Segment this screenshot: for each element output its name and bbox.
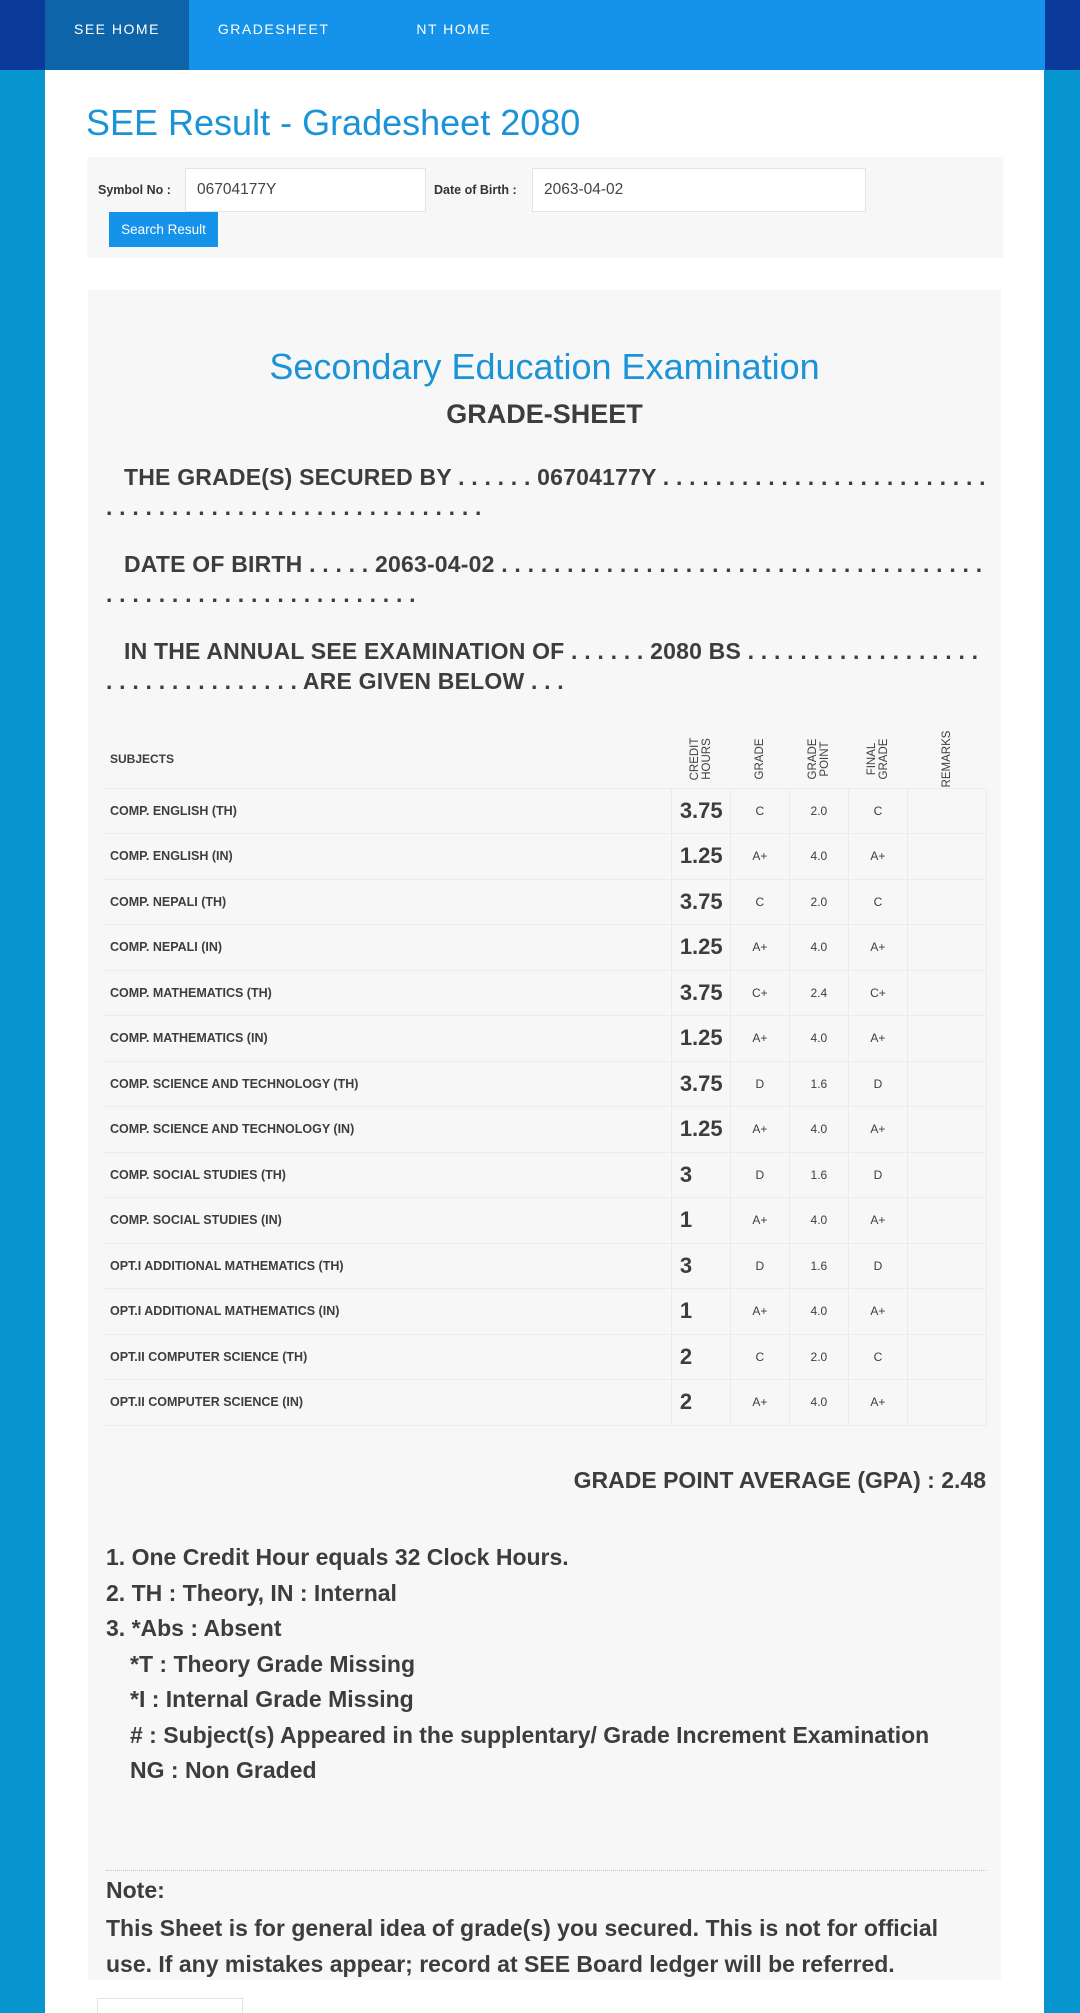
grade-cell: A+ <box>730 834 789 880</box>
remarks-cell <box>907 1152 986 1198</box>
remarks-cell <box>907 1243 986 1289</box>
subject-cell: OPT.I ADDITIONAL MATHEMATICS (TH) <box>102 1243 671 1289</box>
grade-cell: A+ <box>730 1016 789 1062</box>
note-sub-item: *I : Internal Grade Missing <box>130 1686 414 1712</box>
grade-cell: A+ <box>730 1198 789 1244</box>
table-row <box>102 1107 987 1153</box>
final-grade-cell: D <box>848 1061 907 1107</box>
credit-hours-cell: 1 <box>671 1289 730 1335</box>
grade-cell: A+ <box>730 1289 789 1335</box>
credit-hours-cell: 1.25 <box>671 834 730 880</box>
table-row <box>102 788 987 834</box>
note-heading: Note: <box>106 1877 165 1903</box>
page-title: SEE Result - Gradesheet 2080 <box>86 102 581 143</box>
grade-cell: D <box>730 1152 789 1198</box>
grade-point-cell: 2.0 <box>789 879 848 925</box>
note-sub-item: NG : Non Graded <box>130 1757 317 1783</box>
exam-title: Secondary Education Examination <box>269 346 820 387</box>
final-grade-cell: A+ <box>848 834 907 880</box>
note-sub-item: *T : Theory Grade Missing <box>130 1650 415 1677</box>
grade-point-cell: 2.0 <box>789 1334 848 1380</box>
header-credit-hours <box>671 730 730 788</box>
remarks-cell <box>907 1289 986 1335</box>
abbreviation-notes <box>106 1540 986 1789</box>
subject-cell: COMP. MATHEMATICS (TH) <box>102 970 671 1016</box>
footer-stub <box>97 1998 243 2013</box>
subject-cell: COMP. SCIENCE AND TECHNOLOGY (TH) <box>102 1061 671 1107</box>
subject-cell: COMP. SOCIAL STUDIES (IN) <box>102 1198 671 1244</box>
grade-cell: A+ <box>730 1380 789 1426</box>
annual-exam-line: IN THE ANNUAL SEE EXAMINATION OF . . . . . . 2080 BS . . . . . . . . . . . . . . . . . . . . . . . . . . . . . . . . . ARE GIVEN BELOW . . . <box>106 638 979 694</box>
grade-cell: A+ <box>730 925 789 971</box>
grade-point-cell: 4.0 <box>789 1016 848 1062</box>
grade-cell: D <box>730 1243 789 1289</box>
table-row <box>102 1380 987 1426</box>
table-row <box>102 879 987 925</box>
note-sub-item: # : Subject(s) Appeared in the supplentary/ Grade Increment Examination <box>130 1721 930 1748</box>
credit-hours-cell: 3.75 <box>671 1061 730 1107</box>
note-item: 1. One Credit Hour equals 32 Clock Hours. <box>106 1544 569 1570</box>
remarks-cell <box>907 1380 986 1426</box>
header-final-grade <box>848 730 907 788</box>
grade-cell: C <box>730 879 789 925</box>
secured-by-line: THE GRADE(S) SECURED BY . . . . . . 06704177Y . . . . . . . . . . . . . . . . . . . . . . . . . . . . . . . . . . . . . . . . . . . . . . . . . . . . . . <box>106 464 986 520</box>
grade-point-cell: 4.0 <box>789 925 848 971</box>
table-row <box>102 1152 987 1198</box>
search-panel <box>87 157 1003 258</box>
final-grade-cell: C+ <box>848 970 907 1016</box>
credit-hours-cell: 2 <box>671 1380 730 1426</box>
notes-divider <box>106 1870 986 1871</box>
table-row <box>102 970 987 1016</box>
final-grade-cell: A+ <box>848 1380 907 1426</box>
header-grade <box>730 730 789 788</box>
remarks-cell <box>907 1016 986 1062</box>
nav-see-home[interactable]: SEE HOME <box>45 0 189 70</box>
credit-hours-cell: 2 <box>671 1334 730 1380</box>
grades-table <box>102 730 987 1426</box>
gpa-summary: GRADE POINT AVERAGE (GPA) : 2.48 <box>573 1467 986 1493</box>
dob-input[interactable]: 2063-04-02 <box>532 168 866 212</box>
grade-cell: D <box>730 1061 789 1107</box>
note-body: This Sheet is for general idea of grade(s) you secured. This is not for official use. If any mistakes appear; record at SEE Board ledger will be referred. <box>106 1915 938 1977</box>
gradesheet-panel <box>88 290 1001 1980</box>
credit-hours-cell: 3.75 <box>671 970 730 1016</box>
grade-point-cell: 2.0 <box>789 788 848 834</box>
remarks-cell <box>907 1107 986 1153</box>
final-grade-cell: A+ <box>848 925 907 971</box>
final-grade-cell: A+ <box>848 1198 907 1244</box>
remarks-cell <box>907 925 986 971</box>
grade-point-cell: 2.4 <box>789 970 848 1016</box>
remarks-cell <box>907 834 986 880</box>
nav-nt-home[interactable]: NT HOME <box>416 21 492 37</box>
credit-hours-cell: 3.75 <box>671 879 730 925</box>
subject-cell: COMP. SOCIAL STUDIES (TH) <box>102 1152 671 1198</box>
grade-point-cell: 1.6 <box>789 1152 848 1198</box>
symbol-input[interactable]: 06704177Y <box>185 168 426 212</box>
subject-cell: OPT.I ADDITIONAL MATHEMATICS (IN) <box>102 1289 671 1335</box>
search-result-button[interactable]: Search Result <box>109 212 218 247</box>
subject-cell: COMP. ENGLISH (IN) <box>102 834 671 880</box>
remarks-cell <box>907 1061 986 1107</box>
final-grade-cell: A+ <box>848 1107 907 1153</box>
gradesheet-title: GRADE-SHEET <box>446 399 643 429</box>
nav-bar-inner <box>45 0 1045 70</box>
final-grade-cell: C <box>848 788 907 834</box>
credit-hours-cell: 1 <box>671 1198 730 1244</box>
grade-point-cell: 4.0 <box>789 1198 848 1244</box>
credit-hours-cell: 3.75 <box>671 788 730 834</box>
top-navbar <box>0 0 1080 70</box>
final-grade-cell: C <box>848 879 907 925</box>
header-grade-point <box>789 730 848 788</box>
header-final-grade-text: FINAL GRADE <box>865 738 890 780</box>
credit-hours-cell: 1.25 <box>671 925 730 971</box>
nav-gradesheet[interactable]: GRADESHEET <box>217 21 330 37</box>
table-row <box>102 925 987 971</box>
grade-point-cell: 4.0 <box>789 1289 848 1335</box>
grade-cell: C <box>730 788 789 834</box>
subject-cell: OPT.II COMPUTER SCIENCE (TH) <box>102 1334 671 1380</box>
grade-point-cell: 1.6 <box>789 1061 848 1107</box>
table-row <box>102 1198 987 1244</box>
grade-point-cell: 4.0 <box>789 834 848 880</box>
credit-hours-cell: 1.25 <box>671 1016 730 1062</box>
dob-line: DATE OF BIRTH . . . . . 2063-04-02 . . . . . . . . . . . . . . . . . . . . . . . . . . . . . . . . . . . . . . . . . . . . . . . . . . . . . . . . . . . . . <box>106 551 983 607</box>
table-row <box>102 1243 987 1289</box>
remarks-cell <box>907 970 986 1016</box>
grade-point-cell: 4.0 <box>789 1380 848 1426</box>
remarks-cell <box>907 879 986 925</box>
table-row <box>102 1289 987 1335</box>
note-item: 2. TH : Theory, IN : Internal <box>106 1579 397 1606</box>
table-row <box>102 1061 987 1107</box>
table-header-row <box>102 730 987 788</box>
subject-cell: COMP. MATHEMATICS (IN) <box>102 1016 671 1062</box>
grade-cell: C <box>730 1334 789 1380</box>
final-grade-cell: C <box>848 1334 907 1380</box>
subject-cell: COMP. SCIENCE AND TECHNOLOGY (IN) <box>102 1107 671 1153</box>
symbol-label: Symbol No : <box>98 183 171 197</box>
remarks-cell <box>907 1198 986 1244</box>
final-grade-cell: D <box>848 1243 907 1289</box>
main-container <box>45 70 1044 2013</box>
table-row <box>102 834 987 880</box>
subject-cell: COMP. ENGLISH (TH) <box>102 788 671 834</box>
subject-cell: COMP. NEPALI (IN) <box>102 925 671 971</box>
table-row <box>102 1016 987 1062</box>
header-remarks-text: REMARKS <box>940 730 953 788</box>
header-credit-hours-text: CREDIT HOURS <box>688 737 713 781</box>
remarks-cell <box>907 788 986 834</box>
grade-cell: A+ <box>730 1107 789 1153</box>
header-remarks <box>907 730 986 788</box>
remarks-cell <box>907 1334 986 1380</box>
header-subjects: SUBJECTS <box>102 730 671 788</box>
subject-cell: OPT.II COMPUTER SCIENCE (IN) <box>102 1380 671 1426</box>
header-grade-text: GRADE <box>753 738 766 780</box>
table-row <box>102 1334 987 1380</box>
dob-label: Date of Birth : <box>434 183 517 197</box>
final-grade-cell: A+ <box>848 1289 907 1335</box>
credit-hours-cell: 3 <box>671 1243 730 1289</box>
grade-point-cell: 4.0 <box>789 1107 848 1153</box>
header-grade-point-text: GRADE POINT <box>806 738 831 780</box>
grade-point-cell: 1.6 <box>789 1243 848 1289</box>
credit-hours-cell: 1.25 <box>671 1107 730 1153</box>
subject-cell: COMP. NEPALI (TH) <box>102 879 671 925</box>
note-item: 3. *Abs : Absent <box>106 1615 282 1641</box>
final-grade-cell: D <box>848 1152 907 1198</box>
grade-cell: C+ <box>730 970 789 1016</box>
final-grade-cell: A+ <box>848 1016 907 1062</box>
credit-hours-cell: 3 <box>671 1152 730 1198</box>
